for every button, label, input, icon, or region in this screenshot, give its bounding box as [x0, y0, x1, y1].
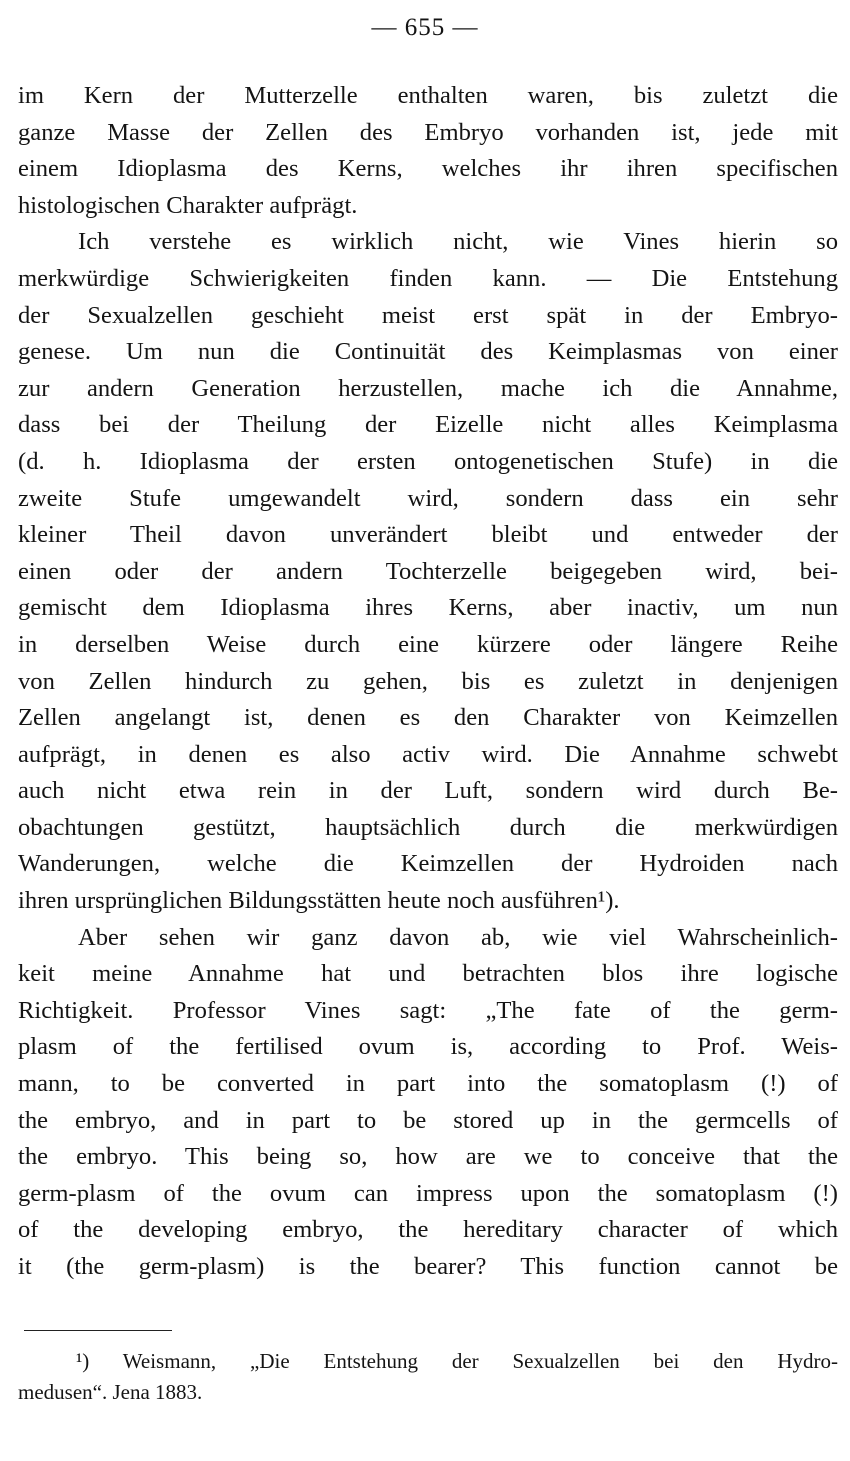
text-line: ihren ursprünglichen Bildungsstätten heute noch ausführen¹). [18, 887, 620, 915]
text-line: kleiner Theil davon unverändert bleibt und entweder der [18, 521, 838, 549]
text-line: dass bei der Theilung der Eizelle nicht alles Keimplasma [18, 411, 838, 439]
text-line: histologischen Charakter aufprägt. [18, 191, 358, 219]
text-line: merkwürdige Schwierigkeiten finden kann. — Die Entstehung [18, 264, 838, 292]
text-line: zur andern Generation herzustellen, mache ich die Annahme, [18, 374, 838, 402]
page-number: — 655 — [371, 14, 479, 41]
text-line: Richtigkeit. Professor Vines sagt: „The fate of the germ- [18, 996, 838, 1024]
text-line: Ich verstehe es wirklich nicht, wie Vines hierin so [78, 228, 838, 256]
text-line: aufprägt, in denen es also activ wird. Die Annahme schwebt [18, 740, 838, 768]
text-line: plasm of the fertilised ovum is, according to Prof. Weis- [18, 1033, 838, 1061]
text-line: im Kern der Mutterzelle enthalten waren, bis zuletzt die [18, 82, 838, 109]
body-text [18, 78, 838, 1286]
text-line: it (the germ-plasm) is the bearer? This function cannot be [18, 1253, 838, 1280]
text-line: einen oder der andern Tochterzelle beigegeben wird, bei- [18, 557, 838, 585]
text-line: Aber sehen wir ganz davon ab, wie viel Wahrscheinlich- [78, 923, 838, 951]
text-line: obachtungen gestützt, hauptsächlich durch die merkwürdigen [18, 813, 838, 841]
text-line: ganze Masse der Zellen des Embryo vorhanden ist, jede mit [18, 118, 838, 146]
footnote [18, 1346, 838, 1408]
text-line: gemischt dem Idioplasma ihres Kerns, aber inactiv, um nun [18, 594, 838, 622]
text-line: auch nicht etwa rein in der Luft, sondern wird durch Be- [18, 777, 838, 805]
footnote-line: ¹) Weismann, „Die Entstehung der Sexualzellen bei den Hydro- [76, 1349, 838, 1373]
text-line: of the developing embryo, the hereditary character of which [18, 1216, 838, 1244]
text-line: the embryo. This being so, how are we to conceive that the [18, 1143, 838, 1171]
text-line: (d. h. Idioplasma der ersten ontogenetischen Stufe) in die [18, 447, 838, 475]
text-line: zweite Stufe umgewandelt wird, sondern dass ein sehr [18, 484, 838, 512]
text-line: in derselben Weise durch eine kürzere oder längere Reihe [18, 630, 838, 658]
text-line: der Sexualzellen geschieht meist erst spät in der Embryo- [18, 301, 838, 329]
footnote-line: medusen“. Jena 1883. [18, 1380, 203, 1404]
text-line: einem Idioplasma des Kerns, welches ihr ihren specifischen [18, 155, 838, 183]
text-line: Zellen angelangt ist, denen es den Charakter von Keimzellen [18, 704, 838, 732]
text-line: von Zellen hindurch zu gehen, bis es zuletzt in denjenigen [18, 667, 838, 695]
text-line: germ-plasm of the ovum can impress upon the somatoplasm (!) [18, 1179, 838, 1207]
text-line: genese. Um nun die Continuität des Keimplasmas von einer [18, 338, 838, 366]
footnote-separator [24, 1330, 172, 1331]
text-line: mann, to be converted in part into the somatoplasm (!) of [18, 1070, 838, 1098]
text-line: keit meine Annahme hat und betrachten blos ihre logische [18, 960, 838, 988]
text-line: Wanderungen, welche die Keimzellen der Hydroiden nach [18, 850, 838, 878]
text-line: the embryo, and in part to be stored up in the germcells of [18, 1106, 838, 1134]
